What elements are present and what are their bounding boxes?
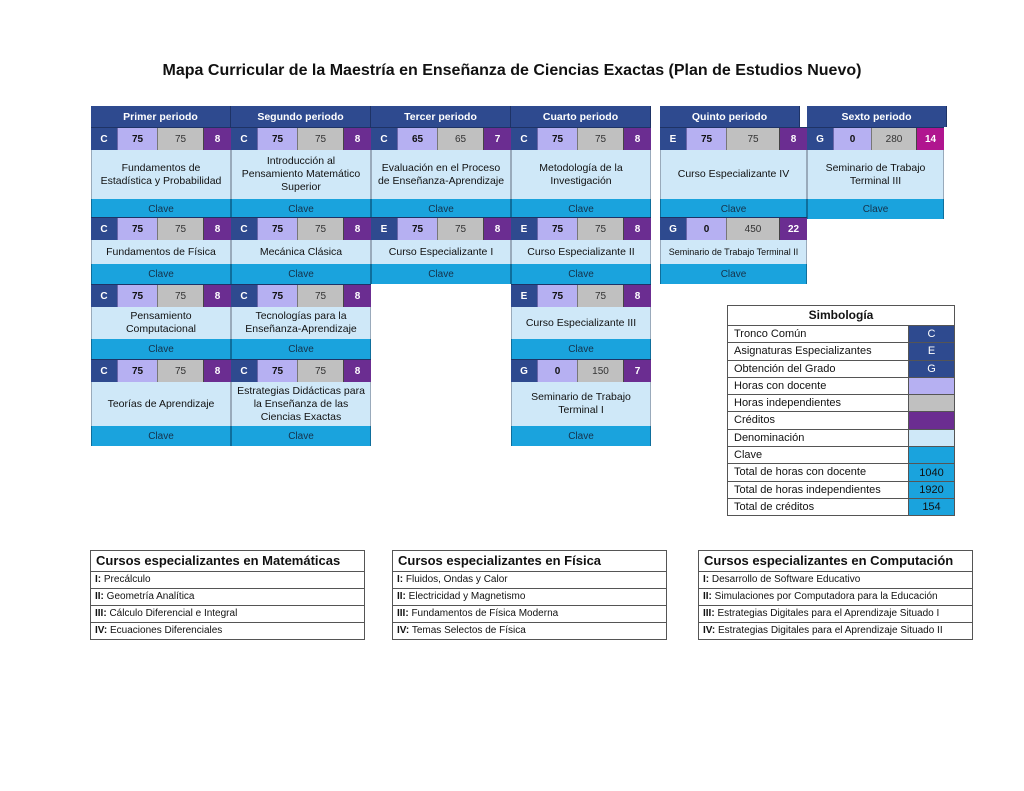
legend-swatch: C xyxy=(908,326,954,342)
track-item-text: Electricidad y Magnetismo xyxy=(408,591,526,602)
course-clave: Clave xyxy=(511,339,651,359)
course-clave: Clave xyxy=(511,264,651,284)
course-clave: Clave xyxy=(807,199,944,219)
legend-label: Total de horas independientes xyxy=(734,483,881,496)
course-card xyxy=(91,359,231,446)
track-item-text: Estrategias Digitales para el Aprendizaje Situado I xyxy=(717,608,940,619)
course-name: Curso Especializante III xyxy=(511,307,651,339)
course-name: Estrategias Didácticas para la Enseñanza de las Ciencias Exactas xyxy=(231,382,371,426)
course-name: Metodología de la Investigación xyxy=(511,150,651,199)
credits: 7 xyxy=(483,128,511,150)
legend-row xyxy=(728,395,954,412)
track-item xyxy=(91,572,364,589)
course-type: C xyxy=(91,128,117,150)
legend-swatch xyxy=(908,412,954,428)
hours-independent: 75 xyxy=(297,218,343,240)
track-item-text: Fundamentos de Física Moderna xyxy=(411,608,559,619)
credits: 8 xyxy=(203,218,231,240)
hours-teacher: 75 xyxy=(397,218,437,240)
credits: 14 xyxy=(916,128,944,150)
legend-swatch xyxy=(908,430,954,446)
track-item xyxy=(91,589,364,606)
track-item-num: III: xyxy=(703,608,715,619)
course-card xyxy=(91,284,231,359)
period-header-1: Primer periodo xyxy=(91,106,231,127)
legend-label: Tronco Común xyxy=(734,328,807,340)
track-item-num: IV: xyxy=(703,625,716,636)
course-type: G xyxy=(511,360,537,382)
credits: 8 xyxy=(203,360,231,382)
hours-independent: 75 xyxy=(157,218,203,240)
track-item-num: IV: xyxy=(95,625,108,636)
course-card xyxy=(231,217,371,284)
course-type: G xyxy=(660,218,686,240)
course-type: G xyxy=(807,128,833,150)
legend-row xyxy=(728,326,954,343)
hours-independent: 450 xyxy=(726,218,779,240)
course-type: C xyxy=(231,285,257,307)
course-name: Tecnologías para la Enseñanza-Aprendizaje xyxy=(231,307,371,339)
legend-row xyxy=(728,361,954,378)
track-item xyxy=(699,606,972,623)
track-item-text: Geometría Analítica xyxy=(106,591,195,602)
track-item xyxy=(699,572,972,589)
legend-total-value: 1920 xyxy=(908,482,954,498)
hours-teacher: 75 xyxy=(117,285,157,307)
course-type: C xyxy=(231,128,257,150)
track-item-num: II: xyxy=(397,591,406,602)
page-title: Mapa Curricular de la Maestría en Enseñanza de Ciencias Exactas (Plan de Estudios Nuevo) xyxy=(162,62,862,79)
course-card xyxy=(511,284,651,359)
credits: 8 xyxy=(343,218,371,240)
hours-teacher: 75 xyxy=(257,360,297,382)
legend-swatch xyxy=(908,395,954,411)
track-item-text: Precálculo xyxy=(103,574,151,585)
course-clave: Clave xyxy=(231,426,371,446)
track-item xyxy=(393,589,666,606)
course-type: E xyxy=(371,218,397,240)
hours-teacher: 75 xyxy=(686,128,726,150)
track-item xyxy=(393,623,666,639)
track-item-text: Ecuaciones Diferenciales xyxy=(110,625,223,636)
track-item-num: II: xyxy=(95,591,104,602)
legend-row xyxy=(728,482,954,499)
track-table-computing xyxy=(698,550,973,640)
course-type: E xyxy=(660,128,686,150)
legend-label: Asignaturas Especializantes xyxy=(734,345,872,358)
hours-independent: 75 xyxy=(157,360,203,382)
legend-total-value: 154 xyxy=(908,499,954,515)
hours-independent: 75 xyxy=(157,285,203,307)
legend-title: Simbología xyxy=(728,306,954,326)
course-name: Seminario de Trabajo Terminal I xyxy=(511,382,651,426)
course-card xyxy=(511,217,651,284)
hours-teacher: 65 xyxy=(397,128,437,150)
course-clave: Clave xyxy=(511,199,651,219)
hours-teacher: 75 xyxy=(257,285,297,307)
course-clave: Clave xyxy=(511,426,651,446)
legend-row xyxy=(728,447,954,464)
course-type: C xyxy=(371,128,397,150)
credits: 8 xyxy=(203,285,231,307)
course-name: Evaluación en el Proceso de Enseñanza-Aprendizaje xyxy=(371,150,511,199)
hours-independent: 75 xyxy=(577,285,623,307)
track-item-text: Simulaciones por Computadora para la Educación xyxy=(714,591,938,602)
course-clave: Clave xyxy=(231,264,371,284)
course-card xyxy=(511,359,651,446)
hours-independent: 280 xyxy=(871,128,916,150)
course-clave: Clave xyxy=(371,199,511,219)
hours-independent: 75 xyxy=(297,360,343,382)
hours-teacher: 75 xyxy=(537,285,577,307)
legend-label: Denominación xyxy=(734,431,805,444)
course-name: Introducción al Pensamiento Matemático Superior xyxy=(231,150,371,199)
track-item xyxy=(393,572,666,589)
hours-teacher: 75 xyxy=(257,128,297,150)
credits: 22 xyxy=(779,218,807,240)
course-clave: Clave xyxy=(91,339,231,359)
course-card xyxy=(660,127,807,219)
course-type: C xyxy=(91,218,117,240)
course-type: E xyxy=(511,218,537,240)
hours-independent: 75 xyxy=(297,285,343,307)
course-name: Seminario de Trabajo Terminal III xyxy=(807,150,944,199)
legend-swatch xyxy=(908,378,954,394)
period-header-3: Tercer periodo xyxy=(371,106,511,127)
track-table-math xyxy=(90,550,365,640)
track-item-text: Estrategias Digitales para el Aprendizaje Situado II xyxy=(718,625,943,636)
course-type: C xyxy=(231,360,257,382)
period-header-6: Sexto periodo xyxy=(807,106,947,127)
course-name: Fundamentos de Estadística y Probabilidad xyxy=(91,150,231,199)
track-title: Cursos especializantes en Computación xyxy=(699,551,972,572)
course-clave: Clave xyxy=(371,264,511,284)
track-item-text: Cálculo Diferencial e Integral xyxy=(109,608,238,619)
credits: 8 xyxy=(203,128,231,150)
track-title: Cursos especializantes en Matemáticas xyxy=(91,551,364,572)
course-name: Seminario de Trabajo Terminal II xyxy=(660,240,807,264)
hours-teacher: 0 xyxy=(537,360,577,382)
course-type: E xyxy=(511,285,537,307)
course-type: C xyxy=(91,360,117,382)
course-clave: Clave xyxy=(91,199,231,219)
hours-teacher: 75 xyxy=(537,218,577,240)
hours-teacher: 0 xyxy=(833,128,871,150)
legend-label: Clave xyxy=(734,449,763,462)
legend-label: Total de créditos xyxy=(734,500,815,513)
legend-label: Créditos xyxy=(734,414,775,427)
course-card xyxy=(511,127,651,219)
course-card xyxy=(371,217,511,284)
track-item-num: I: xyxy=(703,574,710,585)
hours-independent: 75 xyxy=(577,218,623,240)
legend-row xyxy=(728,499,954,515)
hours-independent: 75 xyxy=(157,128,203,150)
credits: 8 xyxy=(623,128,651,150)
credits: 8 xyxy=(623,218,651,240)
legend-swatch xyxy=(908,447,954,463)
course-clave: Clave xyxy=(660,264,807,284)
legend-swatch: G xyxy=(908,361,954,377)
legend-row xyxy=(728,430,954,447)
course-card xyxy=(371,127,511,219)
course-type: C xyxy=(231,218,257,240)
period-header-5: Quinto periodo xyxy=(660,106,800,127)
legend-row xyxy=(728,464,954,481)
hours-independent: 75 xyxy=(437,218,483,240)
course-clave: Clave xyxy=(91,426,231,446)
legend-row xyxy=(728,378,954,395)
credits: 8 xyxy=(623,285,651,307)
legend-total-value: 1040 xyxy=(908,464,954,480)
credits: 8 xyxy=(779,128,807,150)
legend-swatch: E xyxy=(908,343,954,359)
hours-independent: 65 xyxy=(437,128,483,150)
hours-teacher: 0 xyxy=(686,218,726,240)
course-clave: Clave xyxy=(91,264,231,284)
track-item-num: II: xyxy=(703,591,712,602)
track-item-text: Temas Selectos de Física xyxy=(411,625,526,636)
course-name: Curso Especializante IV xyxy=(660,150,807,199)
course-name: Curso Especializante II xyxy=(511,240,651,264)
track-item xyxy=(393,606,666,623)
track-item-num: III: xyxy=(95,608,107,619)
credits: 8 xyxy=(343,128,371,150)
track-item-text: Desarrollo de Software Educativo xyxy=(711,574,861,585)
track-item-num: III: xyxy=(397,608,409,619)
period-header-2: Segundo periodo xyxy=(231,106,371,127)
course-card xyxy=(91,217,231,284)
credits: 8 xyxy=(343,360,371,382)
credits: 8 xyxy=(343,285,371,307)
legend-label: Horas independientes xyxy=(734,397,842,410)
hours-independent: 75 xyxy=(577,128,623,150)
course-card xyxy=(231,284,371,359)
hours-independent: 75 xyxy=(297,128,343,150)
course-card xyxy=(660,217,807,284)
hours-teacher: 75 xyxy=(257,218,297,240)
credits: 8 xyxy=(483,218,511,240)
legend-label: Total de horas con docente xyxy=(734,466,867,479)
course-name: Teorías de Aprendizaje xyxy=(91,382,231,426)
course-clave: Clave xyxy=(231,199,371,219)
legend-label: Obtención del Grado xyxy=(734,362,836,375)
track-item-num: I: xyxy=(397,574,404,585)
course-type: C xyxy=(91,285,117,307)
track-item-text: Fluidos, Ondas y Calor xyxy=(405,574,508,585)
course-name: Mecánica Clásica xyxy=(231,240,371,264)
track-item-num: IV: xyxy=(397,625,410,636)
course-clave: Clave xyxy=(660,199,807,219)
course-name: Curso Especializante I xyxy=(371,240,511,264)
track-item xyxy=(91,623,364,639)
legend-table xyxy=(727,305,955,516)
track-item-num: I: xyxy=(95,574,102,585)
hours-independent: 75 xyxy=(726,128,779,150)
track-table-physics xyxy=(392,550,667,640)
hours-teacher: 75 xyxy=(117,360,157,382)
legend-label: Horas con docente xyxy=(734,379,827,392)
course-card xyxy=(231,359,371,446)
track-title: Cursos especializantes en Física xyxy=(393,551,666,572)
course-type: C xyxy=(511,128,537,150)
hours-teacher: 75 xyxy=(537,128,577,150)
track-item xyxy=(699,623,972,639)
credits: 7 xyxy=(623,360,651,382)
course-clave: Clave xyxy=(231,339,371,359)
period-header-4: Cuarto periodo xyxy=(511,106,651,127)
course-card xyxy=(807,127,944,219)
track-item xyxy=(699,589,972,606)
hours-independent: 150 xyxy=(577,360,623,382)
legend-row xyxy=(728,412,954,429)
legend-row xyxy=(728,343,954,360)
course-name: Fundamentos de Física xyxy=(91,240,231,264)
course-card xyxy=(91,127,231,219)
course-name: Pensamiento Computacional xyxy=(91,307,231,339)
course-card xyxy=(231,127,371,219)
track-item xyxy=(91,606,364,623)
hours-teacher: 75 xyxy=(117,128,157,150)
hours-teacher: 75 xyxy=(117,218,157,240)
